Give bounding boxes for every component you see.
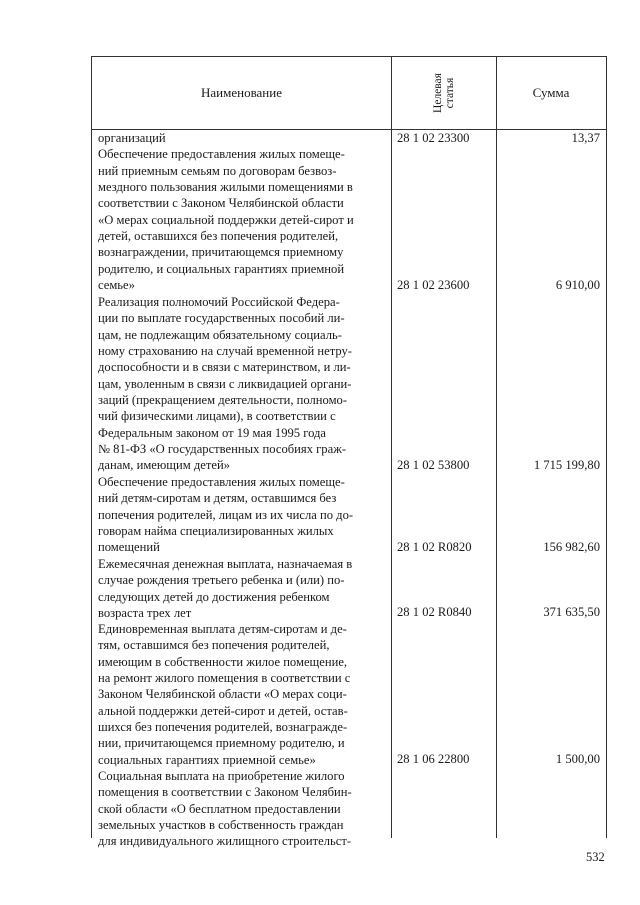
header-name: Наименование [201,85,282,100]
row-name: Реализация полномочий Российской Федера- ции по выплате государственных пособий ли- цам, не подлежащим обязательному социаль- ному страхованию на случай временной нетру- доспособности и в связи с материнством, и ли- цам, уволенным в связи с ликвидацией органи- заций (прекращением деятельности, полномо- чий физическими лицами), в соответствии с Федеральным законом от 19 мая 1995 года № 81-ФЗ «О государственных пособиях граж- данам, имеющим детей» [98,295,352,473]
row-name: Обеспечение предоставления жилых помеще- ний детям-сиротам и детям, оставшимся без попечения родителей, лицам из их числа по до- говорам найма специализированных жилых помещений [98,475,354,555]
row-sum: 1 500,00 [555,752,600,766]
row-sum: 371 635,50 [543,605,600,619]
header-article-label: Целевая статья [431,73,456,113]
row-sum: 6 910,00 [555,278,600,292]
budget-table [91,56,607,849]
row-sum: 13,37 [571,131,600,145]
column-divider [496,57,497,838]
row-code: 28 1 02 23300 [397,131,470,145]
header-article [391,57,496,129]
page-number: 532 [586,850,605,864]
column-divider [391,57,392,838]
row-name: организаций Обеспечение предоставления жилых помеще- ний приемным семьям по договорам безвоз- мездного пользования жилыми помещениями в соответствии с Законом Челябинской области «О мерах социальной поддержки детей-сирот и детей, оставшихся без попечения родителей, вознаграждении, причитающемся приемному родителю, и социальных гарантиях приемной семье» [98,131,354,293]
row-sum: 156 982,60 [543,540,600,554]
row-code: 28 1 02 23600 [397,278,470,292]
row-name: Единовременная выплата детям-сиротам и де- тям, оставшимся без попечения родителей, имеющим в собственности жилое помещение, на ремонт жилого помещения в соответствии с Законом Челябинской области «О мерах соци- альной поддержки детей-сирот и детей, остав- шихся без попечения родителей, вознагражде- нии, причитающемся приемному родителю, и социальных гарантиях приемной семье» [98,622,351,767]
row-code: 28 1 02 R0820 [397,540,472,554]
row-code: 28 1 06 22800 [397,752,470,766]
row-code: 28 1 02 53800 [397,458,470,472]
row-sum: 1 715 199,80 [533,458,600,472]
row-code: 28 1 02 R0840 [397,605,472,619]
header-sum: Сумма [532,85,570,100]
row-name: Социальная выплата на приобретение жилого помещения в соответствии с Законом Челябин- ской области «О бесплатном предоставлении земельных участков в собственность граждан для индивидуального жилищного строительст- [98,769,352,849]
row-name: Ежемесячная денежная выплата, назначаемая в случае рождения третьего ребенка и (или) по- следующих детей до достижения ребенком возраста трех лет [98,557,353,621]
